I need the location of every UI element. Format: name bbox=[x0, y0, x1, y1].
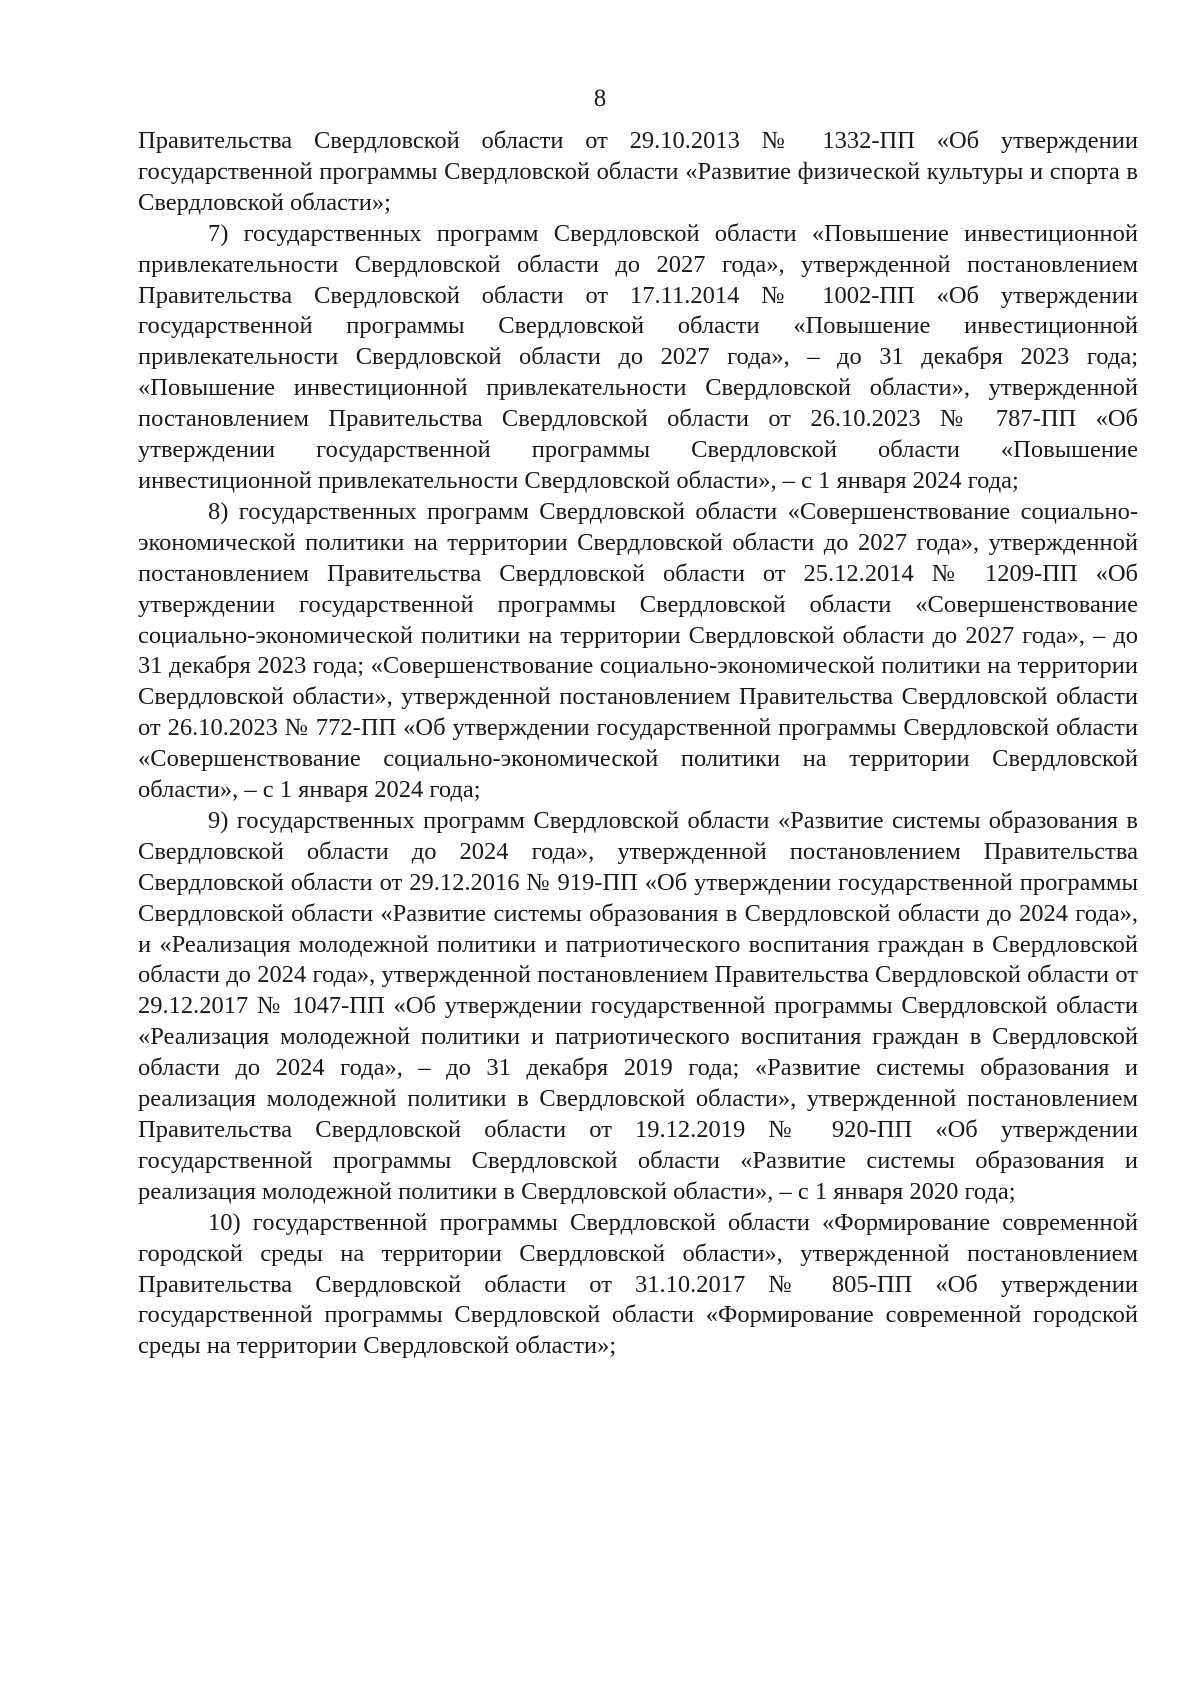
page-number: 8 bbox=[593, 85, 607, 112]
document-body bbox=[138, 126, 1138, 1362]
paragraph-item-10: 10) государственной программы Свердловской области «Формирование современной городской среды на территории Свердловской области», утвержденной постановлением Правительства Свердловской области от 31.10.2017 № 805-ПП «Об утверждении государственной программы Свердловской области «Формирование современной городской среды на территории Свердловской области»; bbox=[138, 1208, 1138, 1360]
paragraph-item-7: 7) государственных программ Свердловской области «Повышение инвестиционной привлекательности Свердловской области до 2027 года», утвержденной постановлением Правительства Свердловской области от 17.11.2014 № 1002-ПП «Об утверждении государственной программы Свердловской области «Повышение инвестиционной привлекательности Свердловской области до 2027 года», – до 31 декабря 2023 года; «Повышение инвестиционной привлекательности Свердловской области», утвержденной постановлением Правительства Свердловской области от 26.10.2023 № 787-ПП «Об утверждении государственной программы Свердловской области «Повышение инвестиционной привлекательности Свердловской области», – с 1 января 2024 года; bbox=[138, 219, 1138, 494]
paragraph-item-9: 9) государственных программ Свердловской области «Развитие системы образования в Свердловской области до 2024 года», утвержденной постановлением Правительства Свердловской области от 29.12.2016 № 919-ПП «Об утверждении государственной программы Свердловской области «Развитие системы образования в Свердловской области до 2024 года», и «Реализация молодежной политики и патриотического воспитания граждан в Свердловской области до 2024 года», утвержденной постановлением Правительства Свердловской области от 29.12.2017 № 1047-ПП «Об утверждении государственной программы Свердловской области «Реализация молодежной политики и патриотического воспитания граждан в Свердловской области до 2024 года», – до 31 декабря 2019 года; «Развитие системы образования и реализация молодежной политики в Свердловской области», утвержденной постановлением Правительства Свердловской области от 19.12.2019 № 920-ПП «Об утверждении государственной программы Свердловской области «Развитие системы образования и реализация молодежной политики в Свердловской области», – с 1 января 2020 года; bbox=[138, 806, 1138, 1205]
paragraph-continuation: Правительства Свердловской области от 29.10.2013 № 1332-ПП «Об утверждении государственной программы Свердловской области «Развитие физической культуры и спорта в Свердловской области»; bbox=[138, 127, 1138, 216]
paragraph-item-8: 8) государственных программ Свердловской области «Совершенствование социально-экономической политики на территории Свердловской области до 2027 года», утвержденной постановлением Правительства Свердловской области от 25.12.2014 № 1209-ПП «Об утверждении государственной программы Свердловской области «Совершенствование социально-экономической политики на территории Свердловской области до 2027 года», – до 31 декабря 2023 года; «Совершенствование социально-экономической политики на территории Свердловской области», утвержденной постановлением Правительства Свердловской области от 26.10.2023 № 772-ПП «Об утверждении государственной программы Свердловской области «Совершенствование социально-экономической политики на территории Свердловской области», – с 1 января 2024 года; bbox=[138, 497, 1138, 804]
